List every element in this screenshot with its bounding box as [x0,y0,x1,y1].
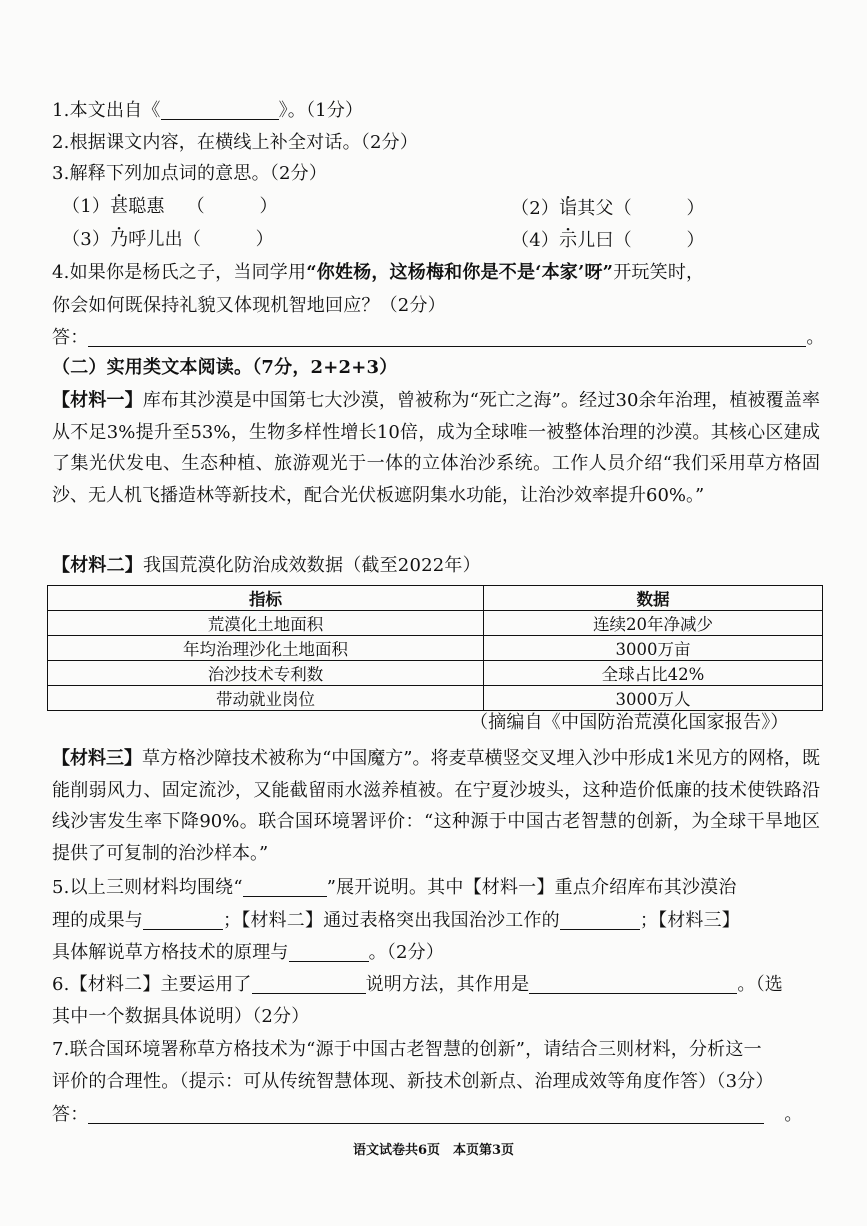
item-word: 儿曰 [577,230,614,251]
table-source: （摘编自《中国防治荒漠化国家报告》） [470,712,789,733]
table-cell: 带动就业岗位 [48,686,484,711]
question-7-line2: 评价的合理性。（提示：可从传统智慧体现、新技术创新点、治理成效等角度作答）（3分） [52,1071,774,1092]
table-cell: 3000万亩 [484,636,823,661]
q5-text: 5.以上三则材料均围绕“ [52,877,243,898]
table-row [48,636,823,661]
q5-text: 理的成果与 [52,910,143,931]
q3-item-1 [62,195,278,219]
period: 。 [784,1104,803,1125]
table-row [48,686,823,711]
q5-text: ；【材料二】通过表格突出我国治沙工作的 [223,910,560,931]
answer-paren[interactable]: （ ） [182,229,274,250]
q6-text: 。（选 [737,974,783,995]
q3-item-2 [511,197,705,221]
dotted-word: 甚 [110,196,129,217]
q5-text: ；【材料三】 [639,910,741,931]
question-7-line1: 7.联合国环境署称草方格技术为“源于中国古老智慧的创新”，请结合三则材料，分析这一 [52,1039,762,1060]
table-header: 数据 [484,586,823,611]
q3-item-4 [511,229,705,253]
data-table [47,585,823,711]
q7-answer-blank[interactable] [88,1105,764,1124]
q6-text: 说明方法，其作用是 [365,974,530,995]
item-number: （2） [511,198,560,219]
item-number: （4） [511,230,560,251]
q4-text-end: 开玩笑时， [613,262,705,283]
q5-text: 具体解说草方格技术的原理与 [52,942,289,963]
material-3-text: 草方格沙障技术被称为“中国魔方”。将麦草横竖交叉埋入沙中形成1米见方的网格，既能削弱风力、固定流沙，又能截留雨水滋养植被。在宁夏沙坡头，这种造价低廉的技术使铁路沿线沙害发生率下降90%。联合国环境署评价：“这种源于中国古老智慧的创新，为全球干旱地区提供了可复制的治沙样本。” [52,748,821,864]
q3-item-3 [62,228,274,252]
table-cell: 连续20年净减少 [484,611,823,636]
table-cell: 年均治理沙化土地面积 [48,636,484,661]
section-2-title: （二）实用类文本阅读。（7分，2+2+3） [52,357,398,378]
question-4-line2: 你会如何既保持礼貌又体现机智地回应？（2分） [52,295,446,316]
table-row [48,611,823,636]
dotted-word: 乃 [110,229,129,250]
question-4-line1 [52,261,704,285]
item-number: （3） [62,229,111,250]
answer-paren[interactable]: （ ） [186,196,278,217]
question-1 [52,99,363,123]
answer-paren[interactable]: （ ） [613,230,705,251]
item-word: 聪惠 [128,196,165,217]
q6-blank-method[interactable] [252,975,366,994]
q1-text-before: 1.本文出自《 [52,100,161,121]
table-cell: 荒漠化土地面积 [48,611,484,636]
q7-answer-line [52,1103,803,1127]
q5-text: ”展开说明。其中【材料一】重点介绍库布其沙漠治 [326,877,737,898]
material-2-label: 【材料二】 [52,555,143,576]
table-cell: 全球占比42% [484,661,823,686]
dotted-word: 诣 [559,198,578,219]
q5-text: 。（2分） [368,942,445,963]
page-footer: 语文试卷共6页 本页第3页 [352,1143,515,1158]
q1-text-after: 》。（1分） [278,100,364,121]
q5-blank-m1[interactable] [143,911,223,930]
q4-answer-line [52,326,825,350]
q5-blank-m3[interactable] [289,943,369,962]
q5-blank-topic[interactable] [243,878,327,897]
table-cell: 治沙技术专利数 [48,661,484,686]
material-3-label: 【材料三】 [52,748,143,769]
item-word: 呼儿出 [128,229,183,250]
q4-text: 4.如果你是杨氏之子，当同学用 [52,262,307,283]
question-5-line1 [52,876,737,900]
table-header: 指标 [48,586,484,611]
material-2-caption [52,554,481,578]
q6-text: 6.【材料二】主要运用了 [52,974,252,995]
question-3: 3.解释下列加点词的意思。（2分） [52,163,328,184]
q1-blank[interactable] [161,101,279,120]
table-cell: 3000万人 [484,686,823,711]
question-5-line2 [52,909,740,933]
item-number: （1） [62,196,111,217]
material-1-label: 【材料一】 [52,390,143,411]
q6-blank-effect[interactable] [529,975,737,994]
table-row [48,661,823,686]
question-6-line1 [52,973,783,997]
answer-label: 答： [52,1104,89,1125]
material-2-caption-text: 我国荒漠化防治成效数据（截至2022年） [143,555,481,576]
answer-paren[interactable]: （ ） [613,198,705,219]
question-6-line2: 其中一个数据具体说明）（2分） [52,1006,310,1027]
material-3 [52,743,820,869]
item-word: 其父 [577,198,614,219]
answer-label: 答： [52,327,89,348]
q5-blank-m2[interactable] [560,911,640,930]
material-1 [52,385,820,511]
q4-answer-blank[interactable] [88,328,806,347]
question-5-line3 [52,941,444,965]
q4-quote: “你姓杨，这杨梅和你是不是‘本家’呀” [306,262,614,283]
period: 。 [806,327,825,348]
table-header-row [48,586,823,611]
material-1-text: 库布其沙漠是中国第七大沙漠，曾被称为“死亡之海”。经过30余年治理，植被覆盖率从不足3%提升至53%，生物多样性增长10倍，成为全球唯一被整体治理的沙漠。其核心区建成了集光伏发电、生态种植、旅游观光于一体的立体治沙系统。工作人员介绍“我们采用草方格固沙、无人机飞播造林等新技术，配合光伏板遮阴集水功能，让治沙效率提升60%。” [52,390,820,506]
dotted-word: 示 [559,230,578,251]
question-2: 2.根据课文内容，在横线上补全对话。（2分） [52,132,419,153]
